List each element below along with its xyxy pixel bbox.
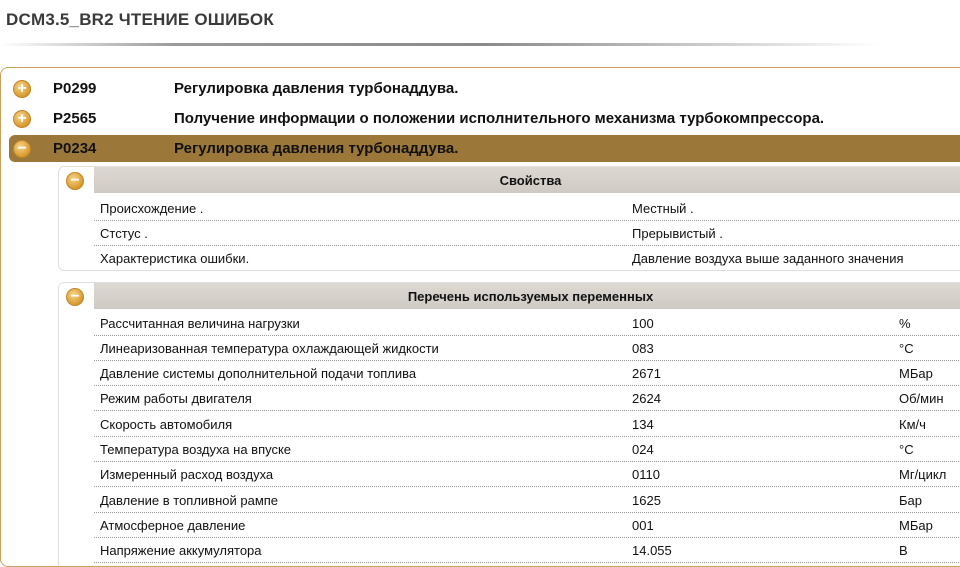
minus-icon[interactable]: −	[66, 288, 84, 306]
variable-value: 001	[632, 518, 654, 533]
variable-value: 2624	[632, 391, 661, 406]
fault-description: Регулировка давления турбонаддува.	[174, 140, 459, 157]
variable-row	[94, 461, 960, 487]
fault-code: P0234	[53, 140, 97, 157]
properties-section	[58, 166, 960, 271]
variable-value: 1625	[632, 493, 661, 508]
variable-value: 100	[632, 316, 654, 331]
variable-unit: °C	[899, 442, 914, 457]
variable-row	[94, 310, 960, 336]
variable-row	[94, 436, 960, 462]
variable-row	[94, 487, 960, 513]
variable-value: 134	[632, 417, 654, 432]
variable-unit: Об/мин	[899, 391, 944, 406]
plus-icon[interactable]: +	[13, 80, 31, 98]
variable-label: Напряжение аккумулятора	[100, 543, 262, 558]
variable-label: Измеренный расход воздуха	[100, 467, 274, 482]
property-value: Давление воздуха выше заданного значения	[632, 251, 904, 266]
variable-row	[94, 385, 960, 411]
title-divider	[0, 43, 880, 46]
variable-label: Атмосферное давление	[100, 518, 246, 533]
fault-row-p2565[interactable]	[9, 105, 960, 132]
variable-row	[94, 411, 960, 437]
variable-label: Температура воздуха на впуске	[100, 442, 292, 457]
property-value: Прерывистый .	[632, 226, 723, 241]
variable-label: Давление системы дополнительной подачи топлива	[100, 366, 417, 381]
fault-row-p0299[interactable]	[9, 75, 960, 102]
fault-code: P2565	[53, 110, 97, 127]
variable-unit: В	[899, 543, 908, 558]
minus-icon[interactable]: −	[13, 140, 31, 158]
fault-code: P0299	[53, 80, 97, 97]
variable-unit: МБар	[899, 366, 933, 381]
fault-description: Получение информации о положении исполнительного механизма турбокомпрессора.	[174, 110, 825, 127]
plus-icon[interactable]: +	[13, 110, 31, 128]
variable-label: Рассчитанная величина нагрузки	[100, 316, 300, 331]
variable-unit: %	[899, 316, 911, 331]
page-title: DCM3.5_BR2 ЧТЕНИЕ ОШИБОК	[6, 10, 274, 29]
variable-value: 083	[632, 341, 654, 356]
minus-icon[interactable]: −	[66, 172, 84, 190]
property-label: Происхождение .	[100, 201, 204, 216]
variable-label: Линеаризованная температура охлаждающей жидкости	[100, 341, 439, 356]
variable-unit: МБар	[899, 518, 933, 533]
fault-row-p0234[interactable]	[9, 135, 960, 162]
variable-row	[94, 335, 960, 361]
variable-value: 2671	[632, 366, 661, 381]
variable-unit: Мг/цикл	[899, 467, 947, 482]
variable-unit: °C	[899, 341, 914, 356]
variable-value: 024	[632, 442, 654, 457]
variables-section	[58, 282, 960, 567]
variable-label: Режим работы двигателя	[100, 391, 252, 406]
property-label: Характеристика ошибки.	[100, 251, 250, 266]
property-row	[94, 245, 960, 270]
variables-header: Перечень используемых переменных	[94, 283, 960, 309]
property-value: Местный .	[632, 201, 694, 216]
variable-row	[94, 512, 960, 538]
properties-header: Свойства	[94, 167, 960, 193]
variable-unit: Км/ч	[899, 417, 926, 432]
variable-row	[94, 360, 960, 386]
property-row	[94, 220, 960, 246]
variable-label: Давление в топливной рампе	[100, 493, 279, 508]
variable-label: Скорость автомобиля	[100, 417, 233, 432]
variable-value: 0110	[632, 467, 660, 482]
variable-unit: Бар	[899, 493, 922, 508]
property-label: Стстус .	[100, 226, 148, 241]
fault-list-panel	[0, 67, 960, 567]
variable-row	[94, 537, 960, 563]
fault-description: Регулировка давления турбонаддува.	[174, 80, 459, 97]
variable-value: 14.055	[632, 543, 672, 558]
property-row	[94, 195, 960, 221]
